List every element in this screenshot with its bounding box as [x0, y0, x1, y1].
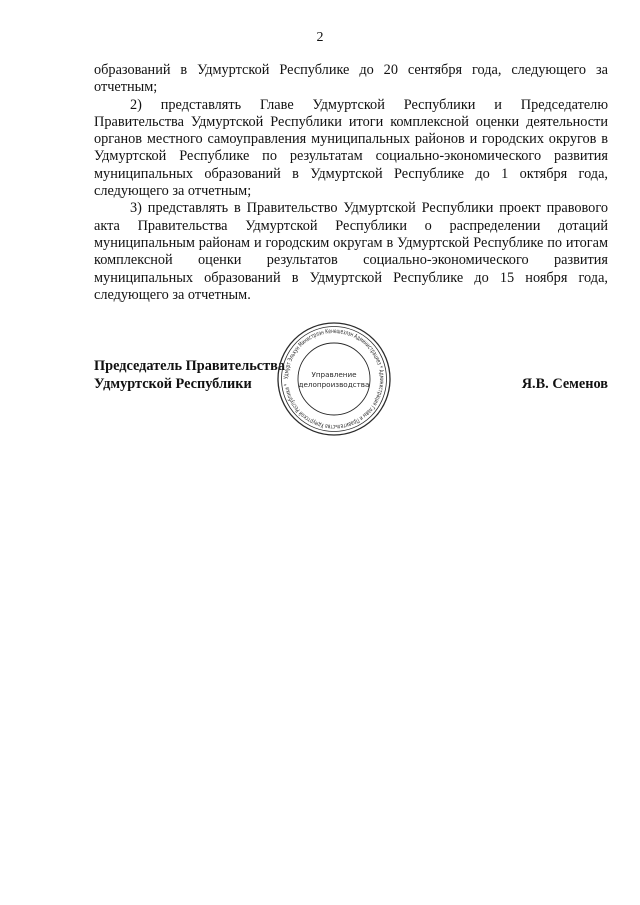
stamp-ring-text: Удмурт Элькун Министрлэн Кенешезлэн Администрациез * Администрация Главы и Правительства Удмуртской Республики * — [282, 327, 386, 431]
stamp-center-line2: делопроизводства — [298, 380, 370, 389]
paragraph-item-2: 2) представлять Главе Удмуртской Республики и Председателю Правительства Удмуртской Республики итоги комплексной оценки деятельности органов местного самоуправления муниципальных районов и городских округов в Удмуртской Республике по результатам социально-экономического развития муниципальных образований в Удмуртской Республике до 1 октября года, следующего за отчетным; — [94, 96, 608, 200]
signatory-position-line1: Председатель Правительства — [94, 358, 286, 374]
signatory-position — [94, 357, 285, 393]
official-stamp — [276, 321, 392, 437]
signatory-name: Я.В. Семенов — [521, 376, 608, 392]
paragraph-continuation: образований в Удмуртской Республике до 20 сентября года, следующего за отчетным; — [94, 62, 608, 96]
signatory-position-line2: Удмуртской Республики — [94, 376, 252, 392]
body-text — [94, 62, 608, 304]
paragraph-item-3: 3) представлять в Правительство Удмуртской Республики проект правового акта Правительства Удмуртской Республики о распределении дотаций муниципальным районам и городским округам в Удмуртской Республике по итогам комплексной оценки результатов социально-экономического развития муниципальных образований в Удмуртской Республике до 15 ноября года, следующего за отчетным. — [94, 200, 608, 303]
stamp-center-line1: Управление — [311, 370, 357, 379]
stamp-outer-ring — [278, 323, 390, 435]
page-number: 2 — [316, 30, 324, 45]
stamp-inner-ring — [298, 343, 370, 415]
stamp-second-ring — [282, 327, 387, 432]
